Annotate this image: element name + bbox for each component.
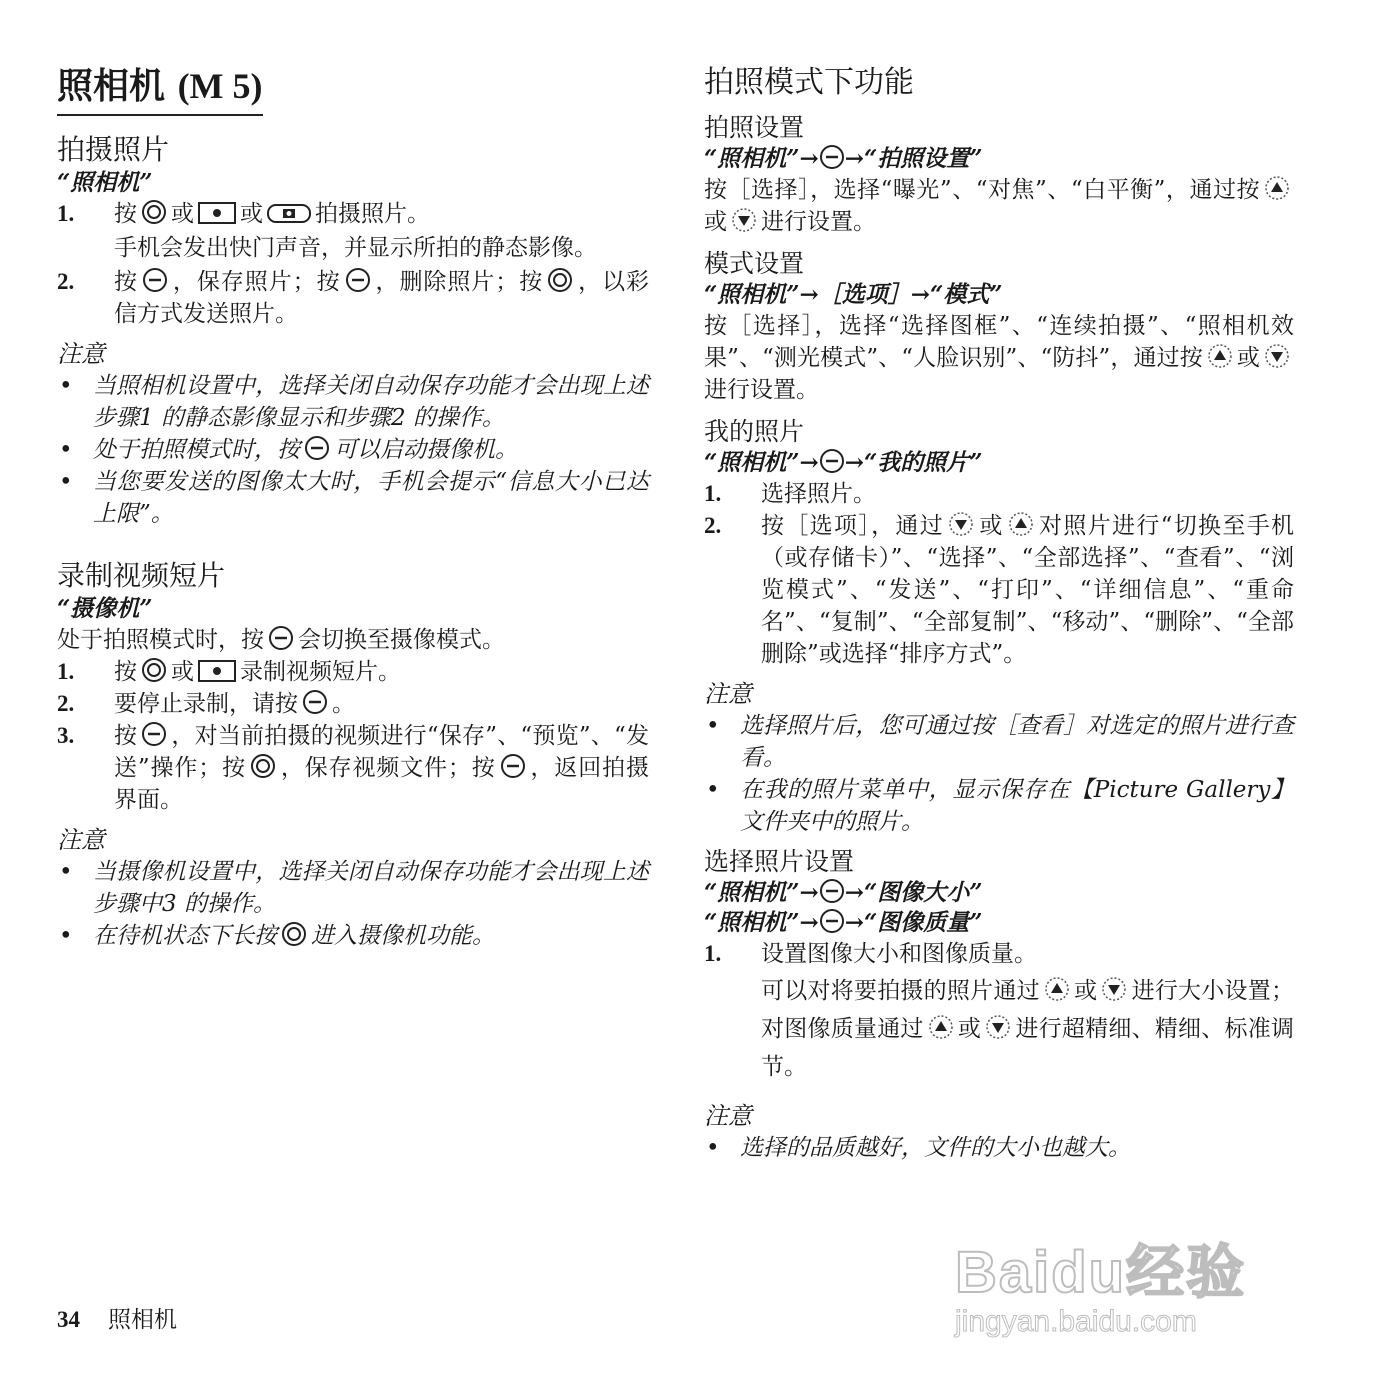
list-item: 1. 设置图像大小和图像质量。 可以对将要拍摄的照片通过 或 进行大小设置；对图像质量通过 或 进行超精细、精细、标准调节。: [704, 941, 1295, 1080]
soft-key-icon: [500, 753, 526, 779]
down-key-icon: [985, 1014, 1011, 1040]
paragraph: 按［选择］，选择“曝光”、“对焦”、“白平衡”，通过按或 进行设置。: [704, 174, 1294, 238]
subsection-heading: 拍照设置: [704, 113, 805, 142]
footer-section: 照相机: [108, 1307, 177, 1333]
steps-list: [704, 478, 1294, 670]
soft-key-icon: [141, 721, 167, 747]
note-label: 注意: [704, 1102, 752, 1130]
watermark-url: jingyan.baidu.com: [955, 1305, 1197, 1338]
list-item: 2. 按［选项］，通过 或 对照片进行“切换至手机（或存储卡）”、“选择”、“全部选择”、“查看”、“浏览模式”、“发送”、“打印”、“详细信息”、“重命名”、“复制”、“全部复制”、“移动”、“删除”、“全部删除”或选择“排序方式”。: [704, 513, 1295, 667]
soft-key-icon: [819, 878, 845, 904]
note-list: [57, 856, 649, 952]
soft-key-icon: [819, 144, 845, 170]
up-key-icon: [1264, 175, 1290, 201]
center-key-icon: [250, 753, 276, 779]
list-item: • 当您要发送的图像太大时，手机会提示“信息大小已达上限”。: [59, 469, 649, 527]
list-item: • 选择照片后，您可通过按［查看］对选定的照片进行查看。: [706, 713, 1294, 771]
menu-path: “照相机”→ →“拍照设置”: [704, 145, 983, 172]
subsection-heading: 模式设置: [704, 249, 805, 278]
camera-key-icon: [267, 201, 311, 225]
list-item: 1. 按 或 或 拍摄照片。 手机会发出快门声音，并显示所拍的静态影像。: [57, 201, 597, 261]
menu-path: “照相机”→ →“图像大小”: [704, 879, 983, 906]
note-label: 注意: [57, 340, 105, 368]
down-key-icon: [1264, 343, 1290, 369]
right-column: [704, 60, 1294, 1164]
note-label: 注意: [704, 680, 752, 708]
paragraph: 处于拍照模式时，按 会切换至摄像模式。: [57, 627, 505, 653]
list-item: 2. 要停止录制，请按 。: [57, 691, 355, 717]
dot-key-icon: [198, 659, 236, 683]
soft-key-icon: [819, 908, 845, 934]
center-key-icon: [141, 199, 167, 225]
menu-path: “照相机”→ →“我的照片”: [704, 449, 983, 476]
subsection-heading: 选择照片设置: [704, 847, 855, 876]
up-key-icon: [1008, 511, 1034, 537]
soft-key-icon: [819, 448, 845, 474]
steps-list: [704, 938, 1294, 1086]
center-key-icon: [141, 657, 167, 683]
dot-key-icon: [198, 201, 236, 225]
note-list: [704, 710, 1294, 838]
menu-path: “摄像机”: [57, 595, 153, 622]
list-item: • 选择的品质越好，文件的大小也越大。: [706, 1135, 1131, 1161]
menu-path: “照相机”→［选项］→“模式”: [704, 281, 1003, 308]
list-item: • 当摄像机设置中，选择关闭自动保存功能才会出现上述步骤中3 的操作。: [59, 859, 649, 917]
soft-key-icon: [304, 435, 330, 461]
page-number: 34: [57, 1307, 80, 1332]
note-list: [57, 370, 649, 530]
list-item: 1. 选择照片。: [704, 481, 876, 507]
note-label: 注意: [57, 826, 105, 854]
down-key-icon: [731, 207, 757, 233]
down-key-icon: [948, 511, 974, 537]
steps-list: [57, 198, 649, 330]
watermark-logo: Baidu经验: [955, 1240, 1247, 1305]
up-key-icon: [928, 1014, 954, 1040]
baidu-watermark: [955, 1225, 1315, 1345]
subsection-heading: 我的照片: [704, 417, 805, 446]
menu-path: “照相机”: [57, 169, 153, 196]
up-key-icon: [1044, 976, 1070, 1002]
steps-list: [57, 656, 649, 816]
list-item: 2. 按 ，保存照片；按 ，删除照片；按 ，以彩信方式发送照片。: [57, 269, 650, 327]
paragraph: 按［选择］，选择“选择图框”、“连续拍摄”、“照相机效果”、“测光模式”、“人脸识别”、“防抖”，通过按 或进行设置。: [704, 313, 1294, 403]
soft-key-icon: [142, 267, 168, 293]
left-column: [57, 60, 649, 952]
page-title: 照相机 (M 5): [57, 60, 263, 116]
list-item: • 在待机状态下长按 进入摄像机功能。: [59, 923, 495, 949]
list-item: 3. 按 ，对当前拍摄的视频进行“保存”、“预览”、“发送”操作；按 ，保存视频文件；按 ，返回拍摄界面。: [57, 723, 649, 813]
soft-key-icon: [268, 625, 294, 651]
menu-path: “照相机”→ →“图像质量”: [704, 909, 983, 936]
soft-key-icon: [345, 267, 371, 293]
list-item: • 处于拍照模式时，按 可以启动摄像机。: [59, 437, 518, 463]
list-item: 1. 按 或 录制视频短片。: [57, 659, 401, 685]
section-heading-take-photo: 拍摄照片: [57, 133, 170, 166]
soft-key-icon: [302, 689, 328, 715]
down-key-icon: [1101, 976, 1127, 1002]
center-key-icon: [281, 921, 307, 947]
page-footer: [57, 1305, 177, 1335]
note-list: [704, 1132, 1294, 1164]
list-item: • 当照相机设置中，选择关闭自动保存功能才会出现上述步骤1 的静态影像显示和步骤2 的操作。: [59, 373, 649, 431]
center-key-icon: [547, 267, 573, 293]
section-heading-camera-functions: 拍照模式下功能: [704, 65, 914, 100]
section-heading-record-video: 录制视频短片: [57, 559, 226, 592]
list-item: • 在我的照片菜单中，显示保存在【Picture Gallery】文件夹中的照片。: [706, 777, 1294, 835]
up-key-icon: [1207, 343, 1233, 369]
